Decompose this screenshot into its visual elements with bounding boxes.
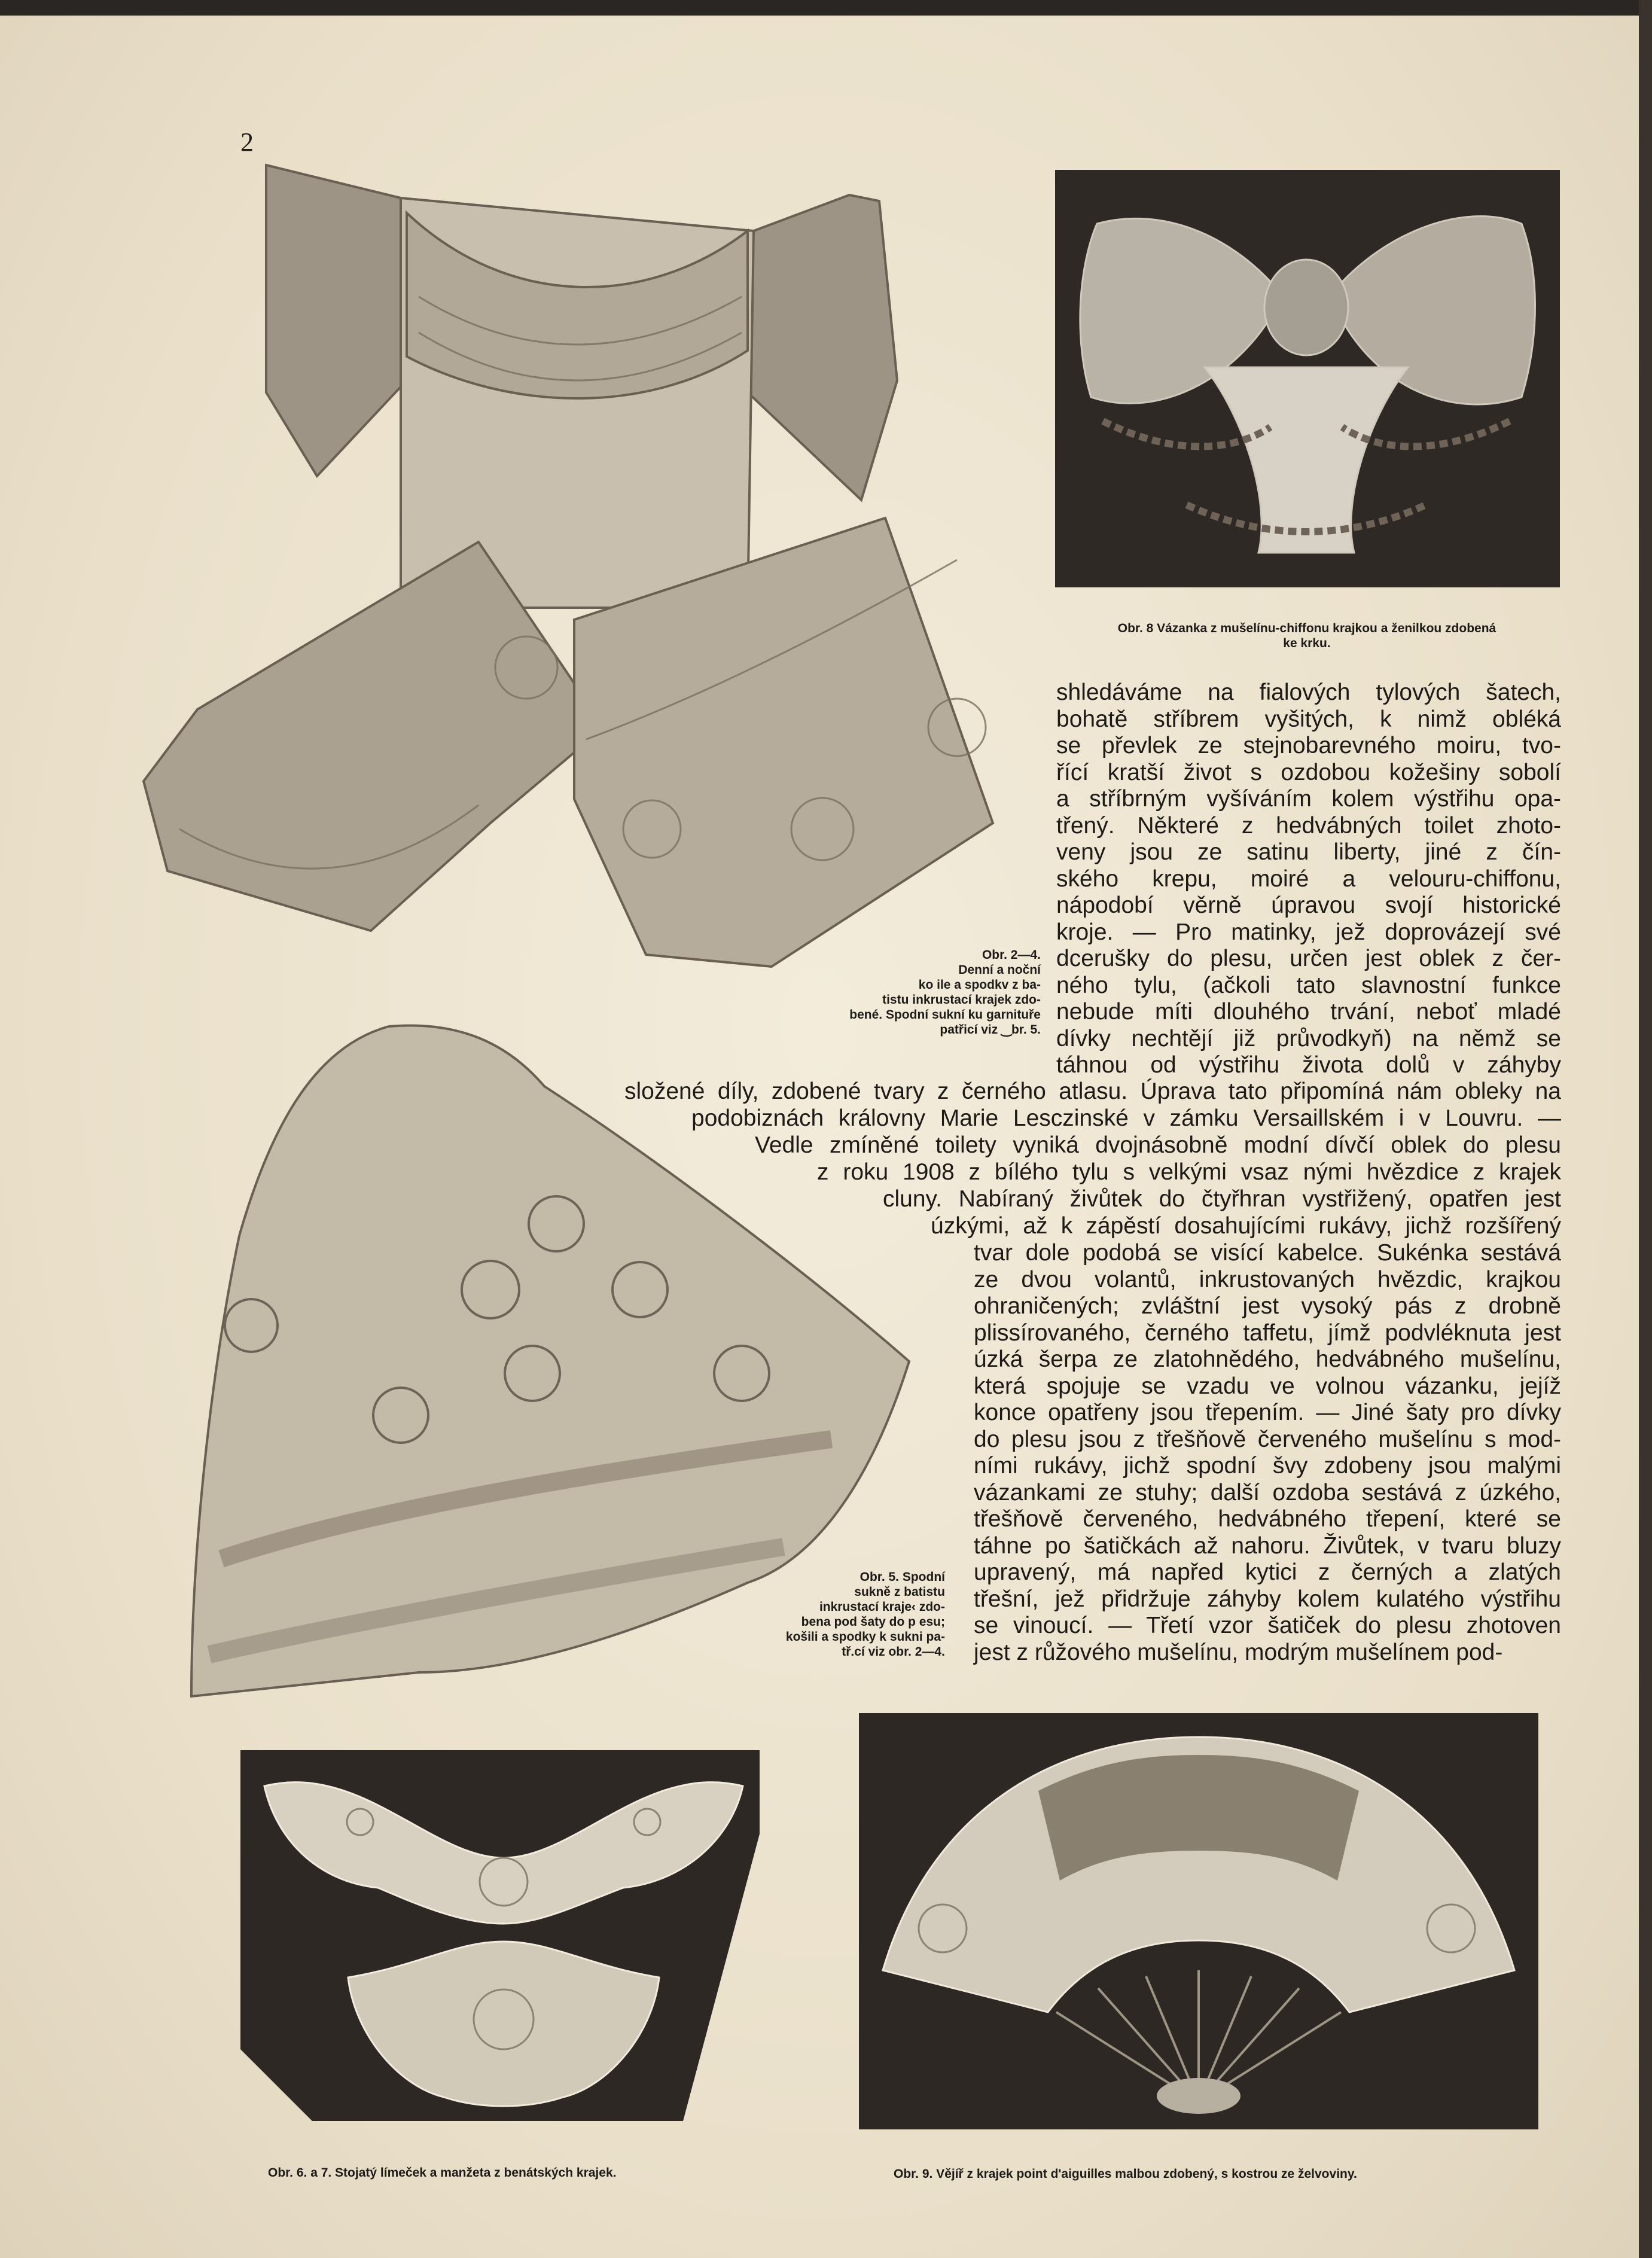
figure-caption: Obr. 6. a 7. Stojatý límeček a manžeta z benátských krajek. bbox=[268, 2166, 617, 2180]
article-text: tvar dole podobá se visící kabelce. Sukénka sestává ze dvou volantů, inkrustovaných hvězdic, krajkou ohraničených; zvláštní jest vysoký pás z drobně plissírovaného, černého taffetu, jímž podvléknuta jest úzká šerpa ze zlatohnědého, hedvábného mušelínu, která spojuje se vzadu ve volnou vázanku, jejíž konce opatřeny jsou třepením. — Jiné šaty pro dívky do plesu jsou z třešňově červeného mušelínu s mod- ními rukávy, jichž spodní švy zdobeny jsou malými vázankami ze stuhy; další ozdoba sestává z úzkého, třešňově červeného, hedvábného třepení, které se táhne po šatičkách až nahoru. Živůtek, v tvaru bluzy upravený, má napřed kytici z černých a zlatých třešní, jež přidržuje záhyby kolem kulatého výstřihu se vinoucí. — Třetí vzor šatiček do plesu zhotoven jest z růžového mušelínu, modrým mušelínem pod- bbox=[974, 1240, 1561, 1665]
figure-caption: Obr. 9. Vějíř z krajek point d'aiguilles malbou zdobený, s kostrou ze želvoviny. bbox=[894, 2167, 1357, 2181]
magazine-page bbox=[0, 16, 1639, 2258]
article-text: Vedle zmíněné toilety vyniká dvojnásobně modní dívčí oblek do plesu bbox=[755, 1132, 1561, 1158]
lace-collar-illustration bbox=[240, 1750, 760, 2145]
figure-caption: Obr. 8 Vázanka z mušelínu-chiffonu krajkou a ženilkou zdobená ke krku. bbox=[1117, 621, 1496, 650]
article-text: cluny. Nabíraný živůtek do čtyřhran vystřižený, opatřen jest bbox=[883, 1186, 1561, 1212]
figure-caption: Obr. 5. Spodní sukně z batistu inkrustací kraje‹ zdo- bena pod šaty do p esu; košili a spodky k sukni pa- tř.cí viz obr. 2—4. bbox=[785, 1570, 945, 1659]
article-text: shledáváme na fialových tylových šatech, bohatě stříbrem vyšitých, k nimž obléká se převlek ze stejnobarevného moiru, tvo- řící kratší život s ozdobou kožešiny sobolí a stříbrným vyšíváním kolem výstřihu opa- třený. Některé z hedvábných toilet zhoto- veny jsou ze satinu liberty, jiné z čín- ského krepu, moiré a velouru-chiffonu, nápodobí věrně úpravou svojí historické kroje. — Pro matinky, jež doprovázejí své dcerušky do plesu, určen jest oblek z čer- ného tylu, (ačkoli tato slavnostní funkce nebude míti dlouhého trvání, neboť mladé dívky nechtějí již průvodkyň) na němž se táhnou od výstřihu života dolů v záhyby bbox=[1056, 679, 1561, 1078]
lace-fan-illustration bbox=[859, 1713, 1538, 2129]
page-number: 2 bbox=[240, 127, 254, 157]
article-text: úzkými, až k zápěstí dosahujícími rukávy, jichž rozšířený bbox=[931, 1213, 1561, 1239]
lace-bow-illustration bbox=[1055, 170, 1560, 587]
article-text: podobiznách královny Marie Lesczinské v zámku Versaillském i v Louvru. — bbox=[691, 1105, 1561, 1131]
page-edge bbox=[1639, 0, 1652, 2258]
article-text: z roku 1908 z bílého tylu s velkými vsaz nými hvězdice z krajek bbox=[817, 1159, 1561, 1185]
article-text: složené díly, zdobené tvary z černého atlasu. Úprava tato připomíná nám obleky na bbox=[624, 1078, 1561, 1104]
lace-nightgown-illustration bbox=[120, 141, 1005, 973]
figure-caption: Obr. 2—4. Denní a noční ko ile a spodkv z ba- tistu inkrustací krajek zdo- bené. Spodní sukní ku garnituře patřicí viz ‿br. 5. bbox=[849, 948, 1041, 1037]
